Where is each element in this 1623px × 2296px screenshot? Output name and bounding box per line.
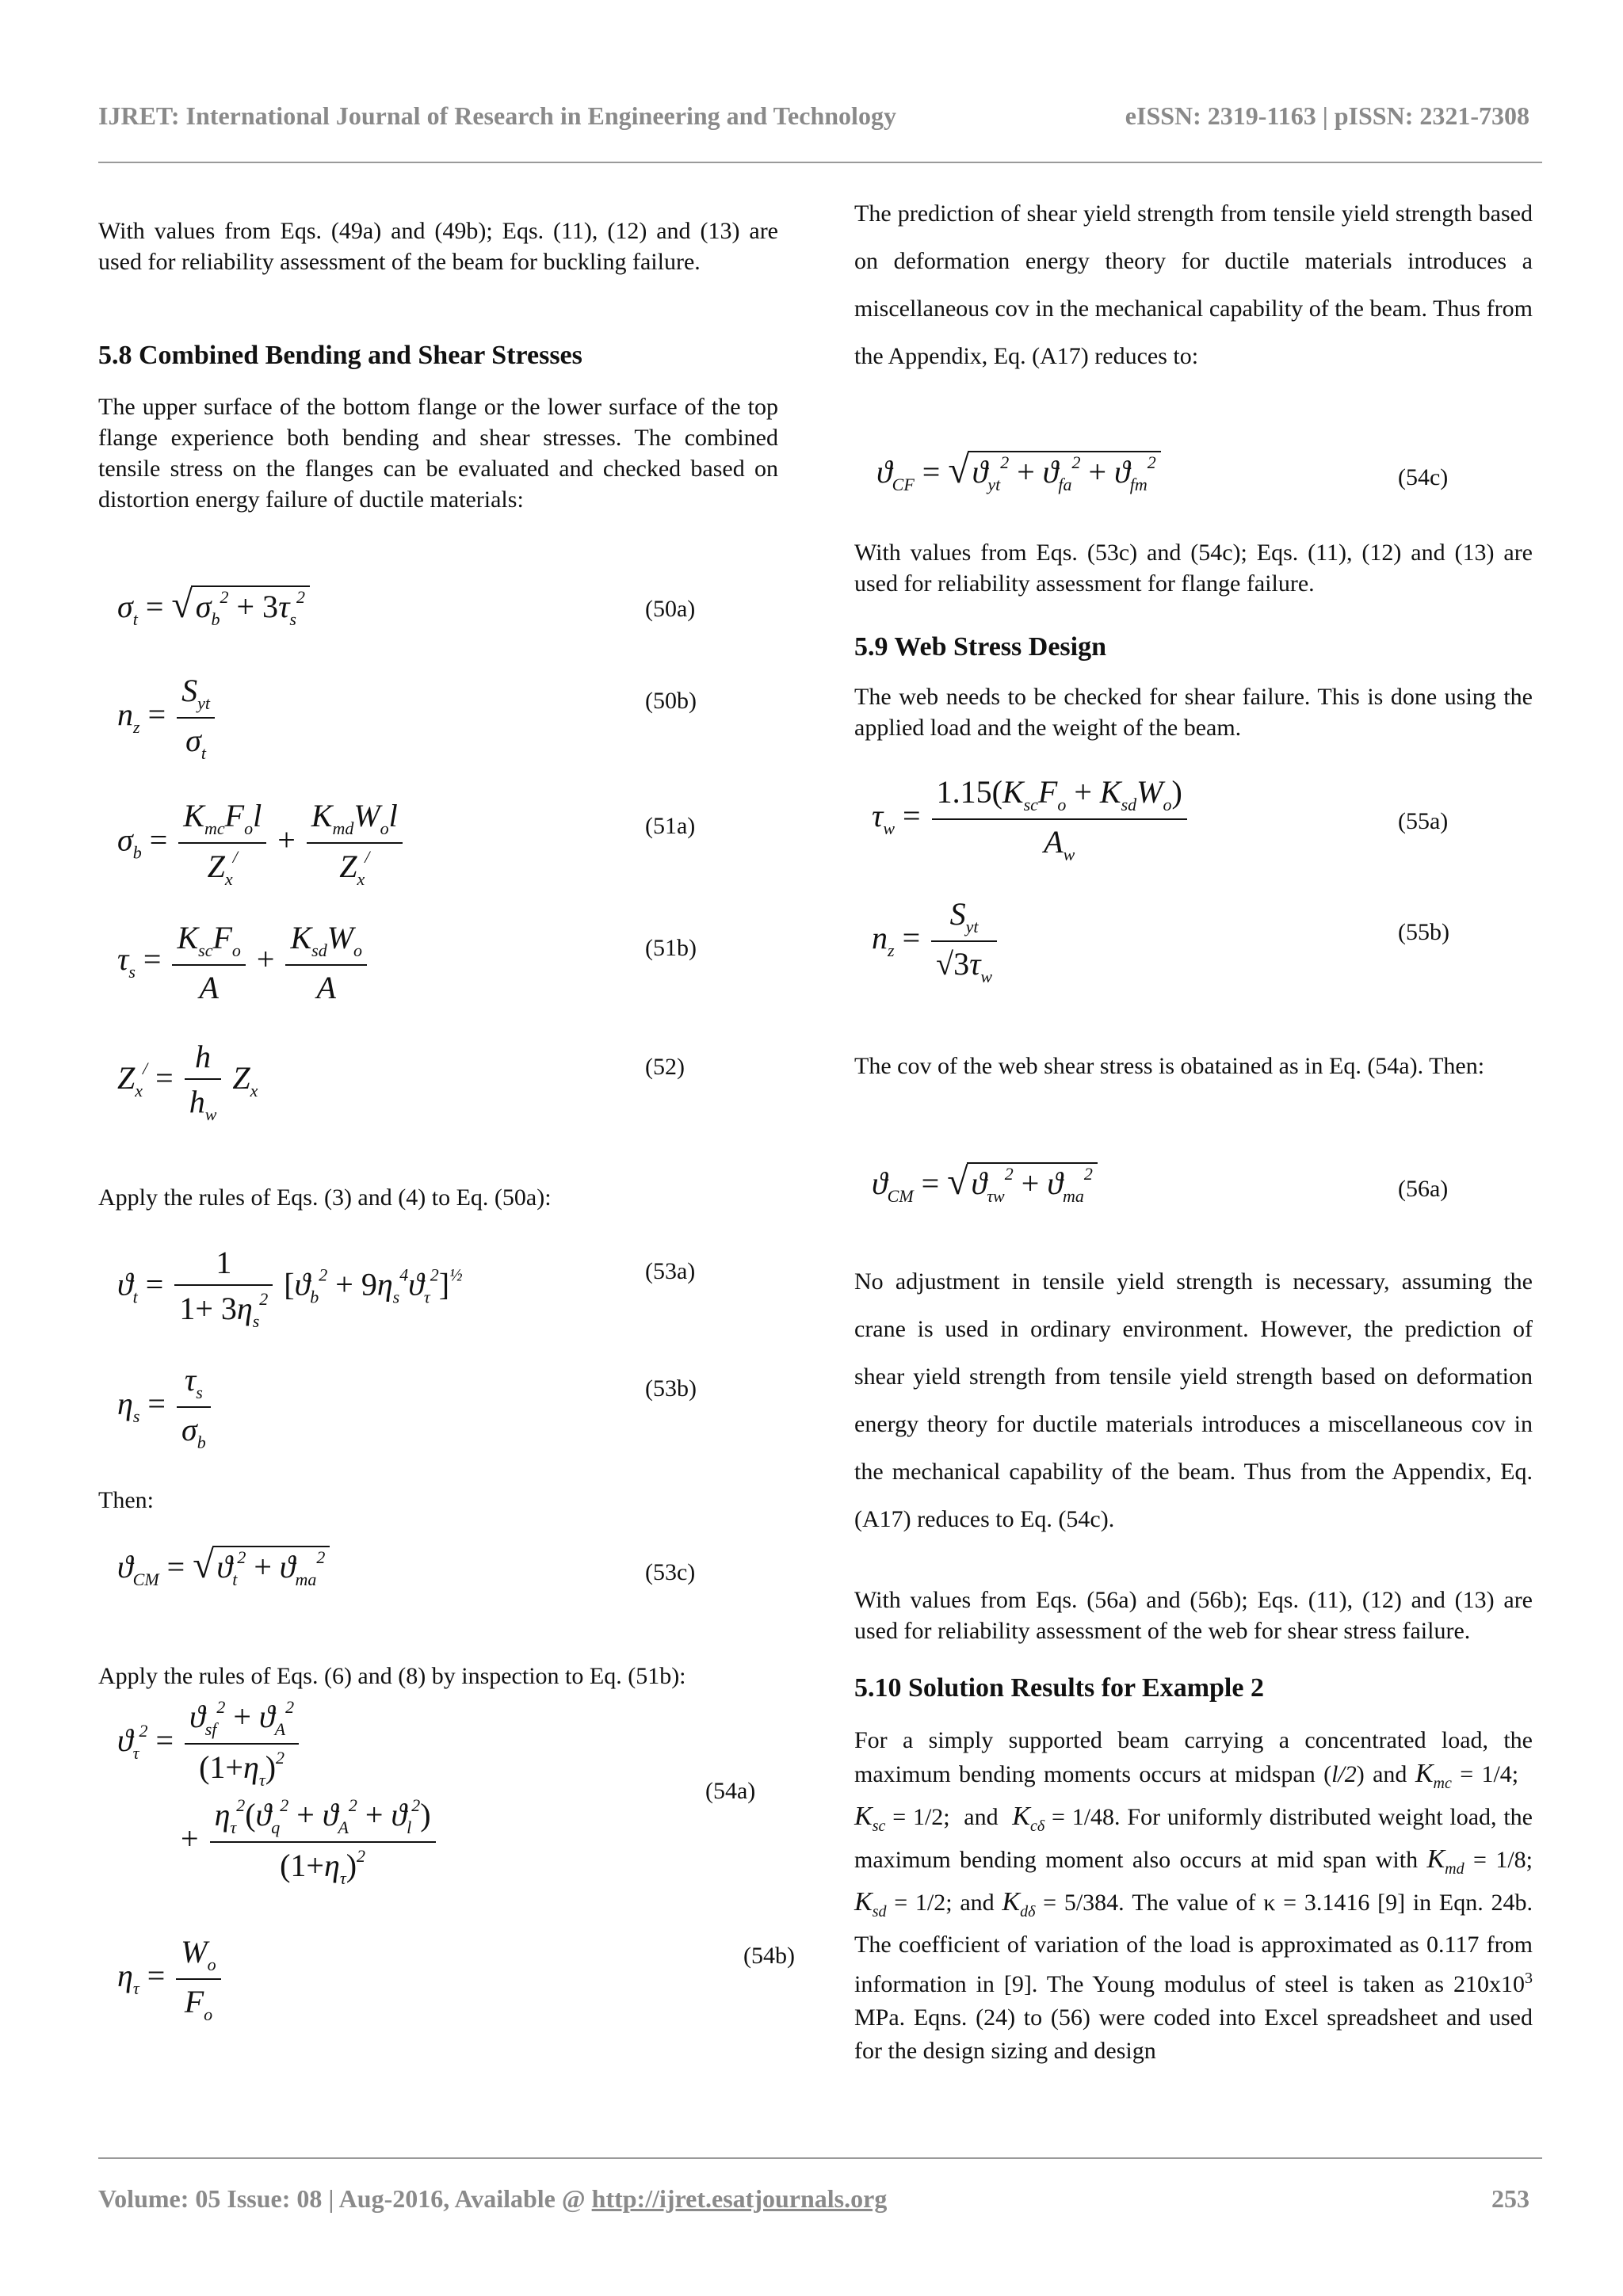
equation-number: (51a) [645, 813, 696, 839]
running-footer [98, 2184, 1529, 2214]
coefficient-kddelta: $K_{d\delta}$ [1002, 1887, 1036, 1920]
equation-54a-second-term: + $\frac{\eta_\tau^2(ϑ_q^2 + ϑ_A^2 + ϑ_l^2)}{(1+\eta_\tau)^2}$ [181, 1795, 439, 1889]
paragraph-shear-yield: The prediction of shear yield strength from tensile yield strength based on deformation energy theory for ductile materials introduces a miscellaneous cov in the mechanical capability of the beam. Thus from the Appendix, Eq. (A17) reduces to: [854, 200, 1533, 369]
equation-number: (52) [645, 1054, 685, 1080]
equation-54c: $ϑ_{CF}$ = √ $ϑ_{yt}^2 + ϑ_{fa}^2 + ϑ_{fm}^2$ [876, 448, 1161, 495]
equation-50b: $n_z$ = $\frac{S_{yt}}{\sigma_t}$ [117, 672, 218, 764]
equation-number: (55a) [1398, 808, 1449, 834]
coefficient-kcdelta: $K_{c\delta}$ [1012, 1802, 1045, 1835]
exponent: 3 [1525, 1970, 1533, 1987]
results-text-and: ) and [1356, 1761, 1407, 1787]
volume-info: Volume: 05 Issue: 08 | Aug-2016, Available @ [98, 2184, 592, 2213]
equation-number: (55b) [1398, 919, 1449, 945]
header-rule [98, 162, 1542, 163]
equation-52: $Z_x^/$ = $\frac{h}{h_w}$ $Z_x$ [117, 1039, 258, 1124]
section-heading-5-9: 5.9 Web Stress Design [854, 632, 1107, 662]
equation-number: (51b) [645, 935, 697, 961]
equation-54b: $\eta_\tau$ = $\frac{W_o}{F_o}$ [117, 1933, 224, 2025]
equation-number: (50b) [645, 688, 697, 714]
equation-number: (53a) [645, 1258, 696, 1284]
issn-numbers: eISSN: 2319-1163 | pISSN: 2321-7308 [1125, 101, 1529, 130]
paragraph-web-check: The web needs to be checked for shear failure. This is done using the applied load and the weight of the beam. [854, 684, 1533, 741]
equation-53b: $\eta_s$ = $\frac{\tau_s}{\sigma_b}$ [117, 1361, 214, 1453]
results-text-end: 5/384. The value of κ = 3.1416 [9] in Eqn. 24b. The coefficient of variation of the load is approximated as 0.117 from information in [9]. The Young modulus of steel is taken as 210x10 [854, 1890, 1533, 1997]
paragraph-buckling: With values from Eqs. (49a) and (49b); Eqs. (11), (12) and (13) are used for reliability assessment of the beam for buckling failure. [98, 218, 778, 275]
equation-53c: $ϑ_{CM}$ = √ $ϑ_t^2 + ϑ_{ma}^2$ [117, 1543, 330, 1590]
equation-53a: $ϑ_t$ = $\frac{1}{1+ 3\eta_s^2}$ $[ϑ_b^2 + 9\eta_s^4ϑ_\tau^2]^{\frac{1}{2}}$ [117, 1245, 463, 1331]
equation-54a: $ϑ_\tau^2$ = $\frac{ϑ_{sf}^2 + ϑ_A^2}{(1+\eta_\tau)^2}$ [117, 1697, 302, 1791]
equation-51a: $\sigma_b$ = $\frac{K_{mc}F_ol}{Z_x^/}$ + $\frac{K_{md}W_ol}{Z_x^/}$ [117, 797, 406, 890]
paragraph-flange-failure: With values from Eqs. (53c) and (54c); Eqs. (11), (12) and (13) are used for reliability assessment for flange failure. [854, 540, 1533, 597]
section-heading-5-8: 5.8 Combined Bending and Shear Stresses [98, 341, 582, 370]
footer-rule [98, 2157, 1542, 2159]
section-heading-5-10: 5.10 Solution Results for Example 2 [854, 1673, 1264, 1703]
equation-number: (50a) [645, 596, 696, 622]
paragraph-combined-stress: The upper surface of the bottom flange or the lower surface of the top flange experience both bending and shear stresses. The combined tensile stress on the flanges can be evaluated and checked based on distortion energy failure of ductile materials: [98, 394, 778, 513]
equation-number: (54b) [743, 1943, 795, 1969]
equation-number: (53b) [645, 1375, 697, 1402]
results-text-start: For a simply supported beam carrying a concentrated load, the maximum bending moments occurs at midspan ( [854, 1727, 1533, 1787]
equation-number: (56a) [1398, 1176, 1449, 1202]
journal-title: IJRET: International Journal of Research in Engineering and Technology [98, 101, 896, 130]
equation-55b: $n_z$ = $\frac{S_{yt}}{√3\tau_w}$ [872, 895, 1000, 987]
paragraph-apply-rules-51b: Apply the rules of Eqs. (6) and (8) by inspection to Eq. (51b): [98, 1663, 686, 1689]
paragraph-results: For a simply supported beam carrying a concentrated load, the maximum bending moments occurs at midspan (l/2) and $K_{mc} = 1/4$; $K_{sc} = 1/2$; and $K_{c\delta} = 1/48$. For uniformly distributed weight load, the maximum bending moment also occurs at mid span with $K_{md} = 1/8$; $K_{sd} = 1/2$; and $K_{d\delta} = 5/384$. The value of κ = 3.1416 [9] in Eqn. 24b. The coefficient of variation of the load is approximated as 0.117 from information in [9]. The Young modulus of steel is taken as $210x10^3$ MPa. Eqns. (24) to (56) were coded into Excel spreadsheet and used for the design sizing and design [854, 1727, 1533, 2064]
coefficient-kmd: $K_{md}$ [1426, 1844, 1465, 1878]
coefficient-kmc: $K_{mc}$ [1415, 1759, 1452, 1792]
paragraph-apply-rules: Apply the rules of Eqs. (3) and (4) to Eq. (50a): [98, 1184, 552, 1211]
paragraph-then: Then: [98, 1487, 154, 1513]
paragraph-web-failure: With values from Eqs. (56a) and (56b); Eqs. (11), (12) and (13) are used for reliability assessment of the web for shear stress failure. [854, 1587, 1533, 1644]
paragraph-web-cov: The cov of the web shear stress is obatained as in Eq. (54a). Then: [854, 1053, 1485, 1079]
equation-number: (53c) [645, 1559, 696, 1585]
equation-55a: $\tau_w$ = $\frac{1.15(K_{sc}F_o + K_{sd}W_o)}{A_w}$ [872, 773, 1190, 865]
equation-50a: $\sigma_t$ = √ $\sigma_b^2 + 3\tau_s^2$ [117, 583, 310, 630]
equation-number: (54a) [705, 1778, 756, 1804]
equation-56a: $ϑ_{CM}$ = √ $ϑ_{\tau w}^2 + ϑ_{ma}^2$ [872, 1160, 1098, 1207]
results-text-distributed: For uniformly distributed weight load, the maximum bending moment also occurs at mid span with [854, 1804, 1533, 1873]
midspan-length: l/2 [1331, 1761, 1357, 1787]
equation-51b: $\tau_s$ = $\frac{K_{sc}F_o}{A}$ + $\frac{K_{sd}W_o}{A}$ [117, 919, 370, 1006]
results-text-excel: MPa. Eqns. (24) to (56) were coded into Excel spreadsheet and used for the design sizing and design [854, 2004, 1533, 2064]
page-number: 253 [1491, 2184, 1529, 2213]
coefficient-ksc: $K_{sc}$ [854, 1802, 886, 1835]
paragraph-tensile-adjustment: No adjustment in tensile yield strength is necessary, assuming the crane is used in ordinary environment. However, the prediction of shear yield strength from tensile yield strength based on deformation energy theory for ductile materials introduces a miscellaneous cov in the mechanical capability of the beam. Thus from the Appendix, Eq. (A17) reduces to Eq. (54c). [854, 1268, 1533, 1532]
coefficient-ksd: $K_{sd}$ [854, 1887, 887, 1920]
equation-number: (54c) [1398, 464, 1449, 490]
journal-link[interactable]: http://ijret.esatjournals.org [591, 2184, 888, 2213]
